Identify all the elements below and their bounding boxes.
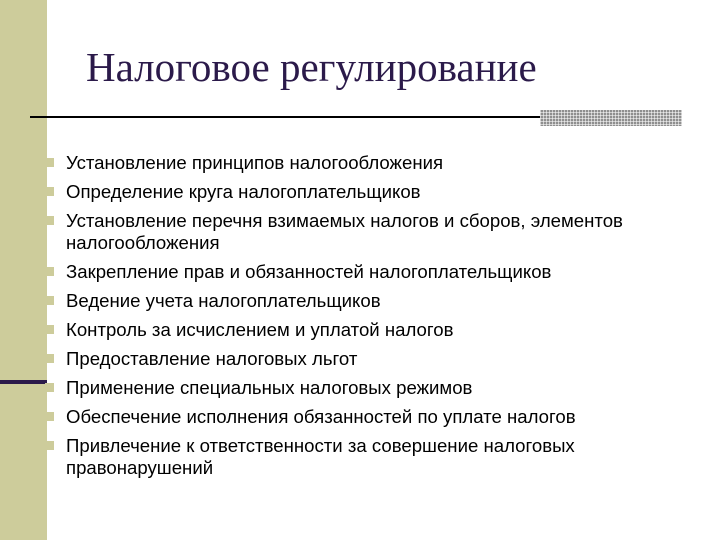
bullet-item (44, 286, 704, 315)
square-bullet-icon (45, 325, 54, 334)
square-bullet-icon (45, 158, 54, 167)
bullet-list (44, 148, 704, 482)
bullet-text: Привлечение к ответственности за совершение налоговых правонарушений (66, 434, 575, 478)
square-bullet-icon (45, 267, 54, 276)
bullet-text: Установление перечня взимаемых налогов и сборов, элементов налогообложения (66, 209, 623, 253)
bullet-text: Установление принципов налогообложения (66, 152, 444, 173)
square-bullet-icon (45, 354, 54, 363)
bullet-item (44, 148, 704, 177)
square-bullet-icon (45, 412, 54, 421)
bullet-text: Предоставление налоговых льгот (66, 348, 358, 369)
bullet-item (44, 431, 704, 482)
square-bullet-icon (45, 296, 54, 305)
square-bullet-icon (45, 187, 54, 196)
bullet-text: Определение круга налогоплательщиков (66, 181, 421, 202)
side-decor-band (0, 0, 47, 540)
side-decor-notch (0, 380, 47, 384)
bullet-item (44, 344, 704, 373)
bullet-item (44, 373, 704, 402)
bullet-item (44, 206, 704, 257)
square-bullet-icon (45, 441, 54, 450)
divider-accent-block (540, 110, 682, 126)
title-divider (30, 116, 540, 118)
bullet-item (44, 315, 704, 344)
bullet-text: Обеспечение исполнения обязанностей по уплате налогов (66, 406, 576, 427)
bullet-text: Контроль за исчислением и уплатой налогов (66, 319, 454, 340)
square-bullet-icon (45, 216, 54, 225)
bullet-text: Применение специальных налоговых режимов (66, 377, 473, 398)
bullet-text: Ведение учета налогоплательщиков (66, 290, 381, 311)
bullet-item (44, 257, 704, 286)
bullet-item (44, 402, 704, 431)
square-bullet-icon (45, 383, 54, 392)
slide-title: Налоговое регулирование (86, 44, 537, 90)
bullet-item (44, 177, 704, 206)
bullet-text: Закрепление прав и обязанностей налогоплательщиков (66, 261, 552, 282)
